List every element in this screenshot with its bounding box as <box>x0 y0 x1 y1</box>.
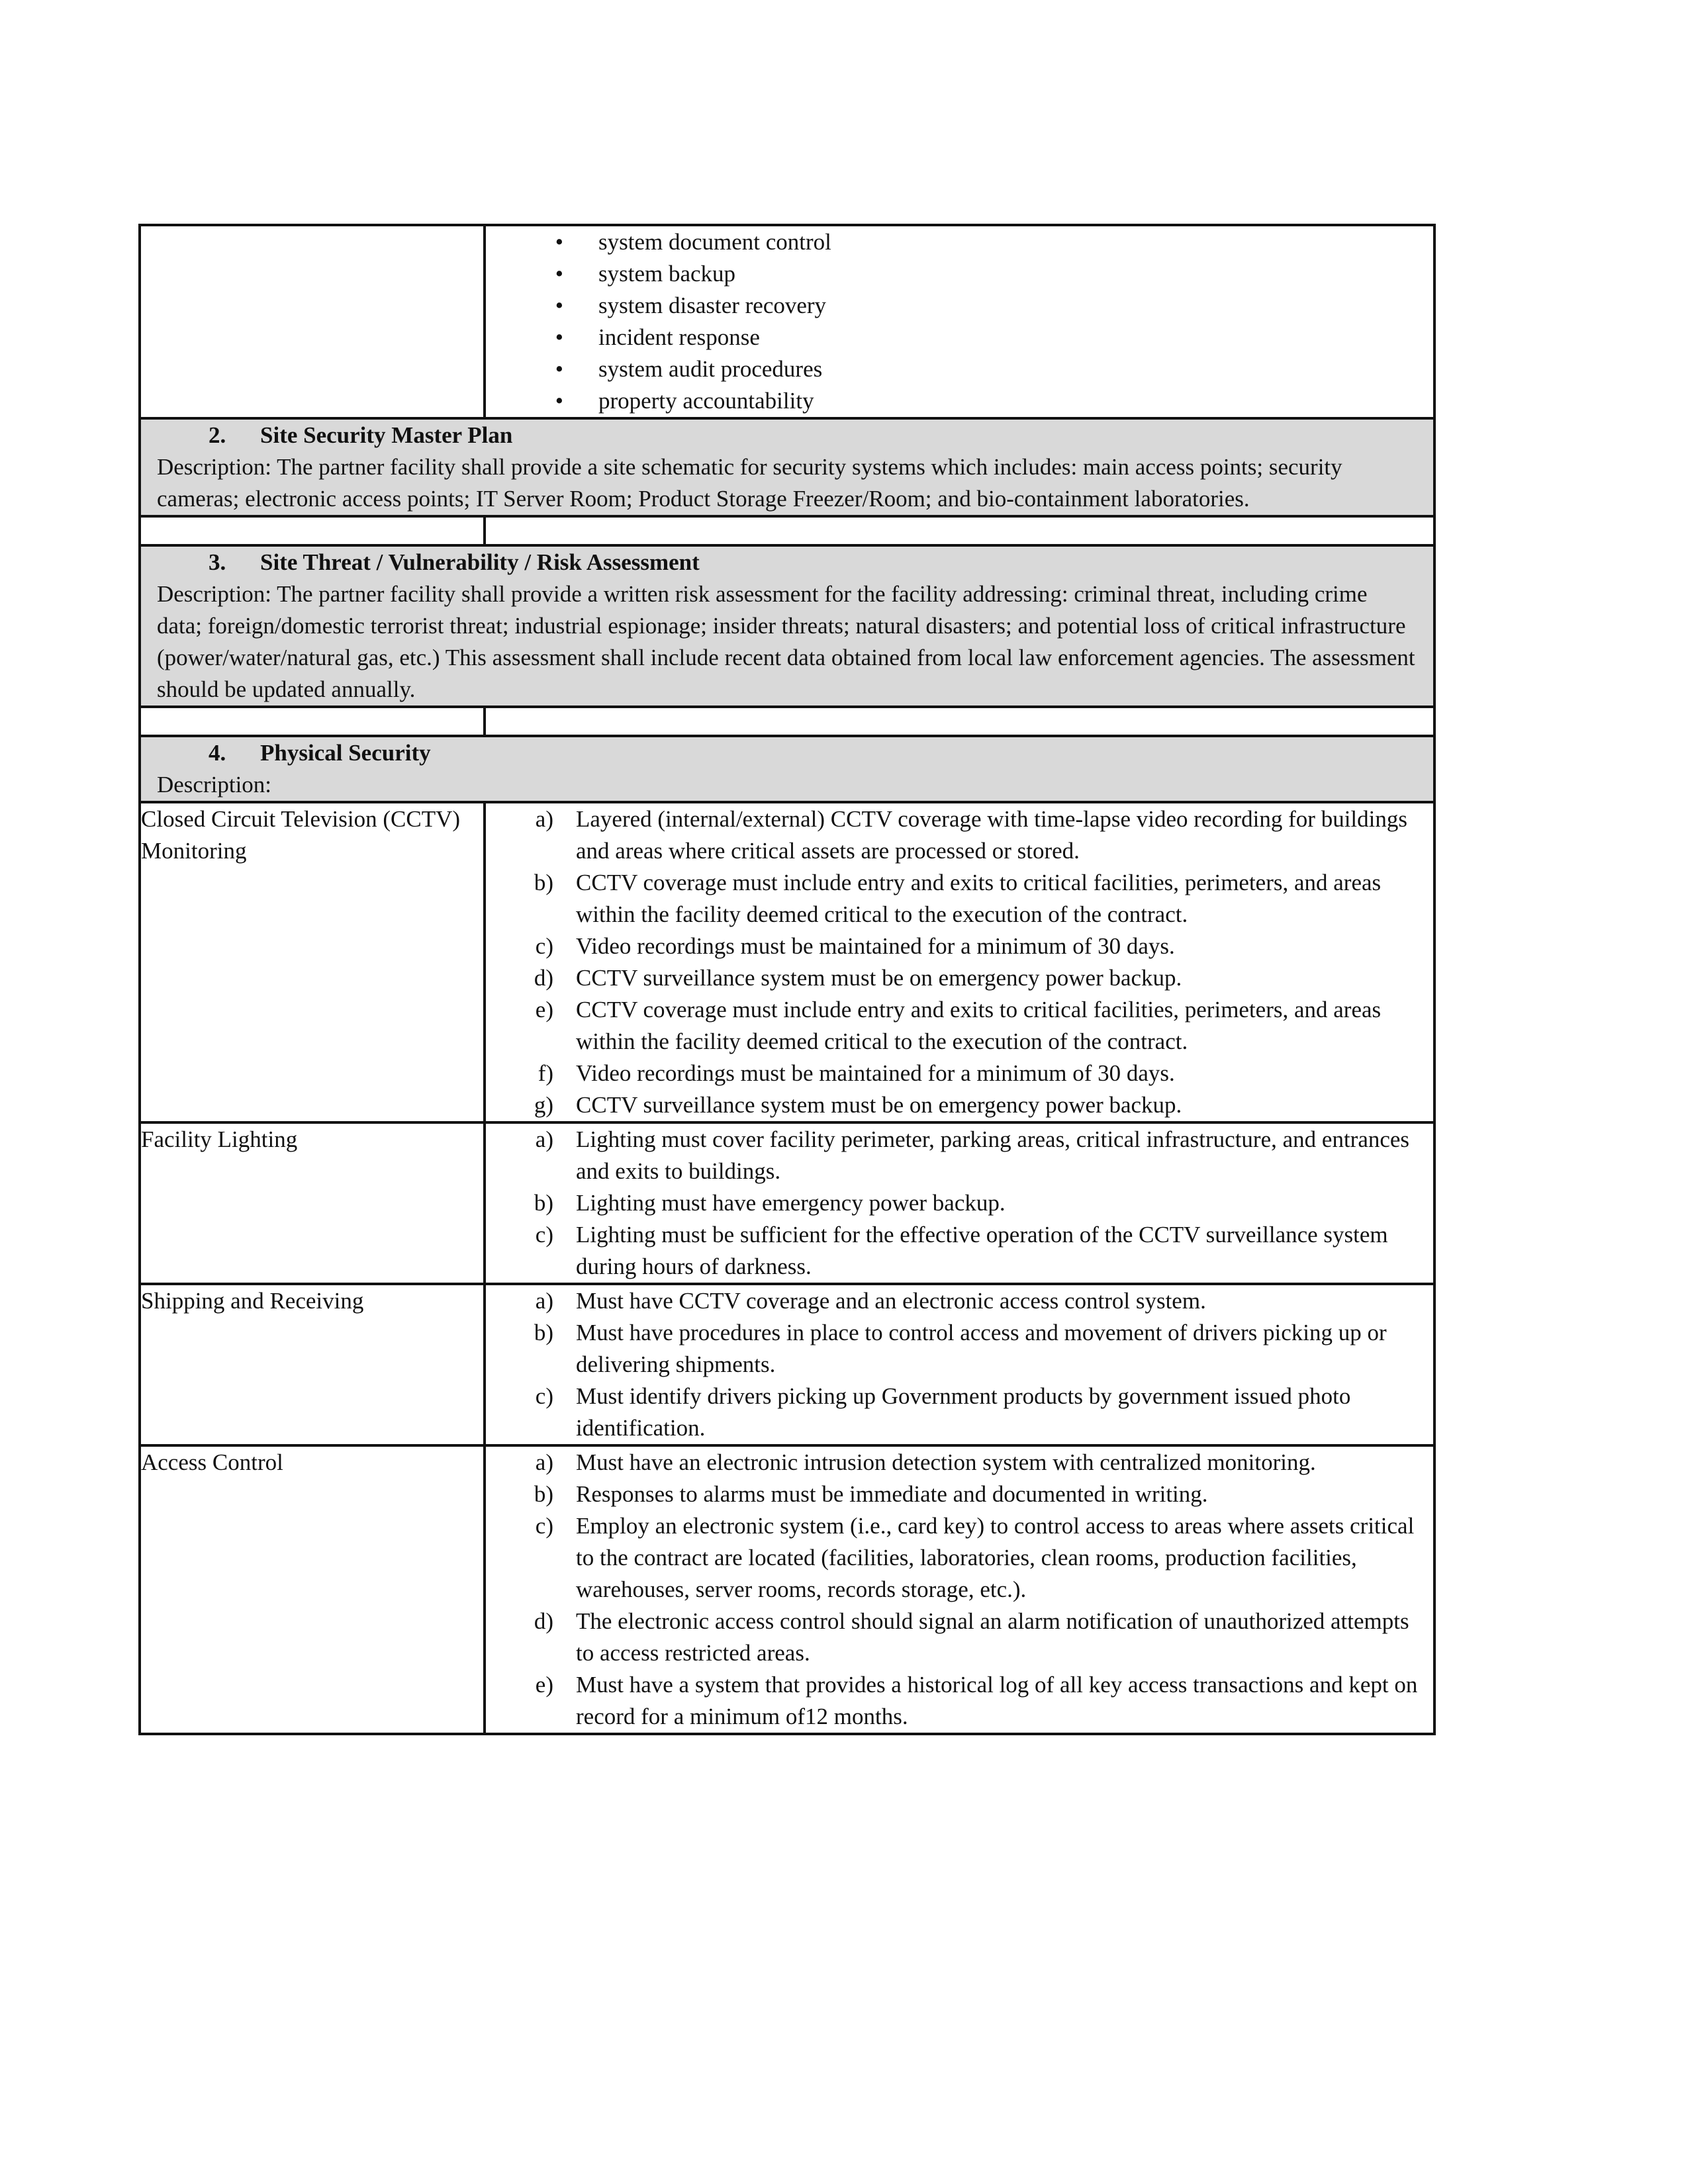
list-item: d) CCTV surveillance system must be on emergency power backup. <box>534 965 1182 991</box>
section-heading <box>157 737 1417 769</box>
requirement-list <box>486 1447 1433 1733</box>
requirement-row-facility-lighting <box>140 1122 1434 1284</box>
requirement-row-access-control <box>140 1445 1434 1734</box>
list-item: b) Must have procedures in place to control access and movement of drivers picking up or delivering shipments. <box>534 1320 1387 1377</box>
bullet-item: • incident response <box>486 322 1433 353</box>
list-item: c) Must identify drivers picking up Government products by government issued photo identification. <box>535 1383 1351 1441</box>
section-heading <box>157 420 1417 451</box>
section-site-threat-assessment <box>140 545 1434 707</box>
requirement-label: Shipping and Receiving <box>140 1284 485 1445</box>
bullet-icon: • <box>555 229 563 255</box>
empty-label-cell <box>140 225 485 418</box>
bullet-icon: • <box>555 388 563 414</box>
list-item: c) Lighting must be sufficient for the effective operation of the CCTV surveillance system during hours of darkness. <box>535 1222 1388 1279</box>
requirement-row-cctv <box>140 802 1434 1122</box>
requirement-row-shipping-receiving <box>140 1284 1434 1445</box>
requirement-label: Access Control <box>140 1445 485 1734</box>
section-title: Site Security Master Plan <box>260 422 513 448</box>
list-item: e) CCTV coverage must include entry and exits to critical facilities, perimeters, and areas within the facility deemed critical to the execution of the contract. <box>535 997 1382 1054</box>
requirement-label: Facility Lighting <box>140 1122 485 1284</box>
list-item: a) Lighting must cover facility perimeter, parking areas, critical infrastructure, and entrances and exits to buildings. <box>535 1126 1410 1184</box>
list-item: b) Lighting must have emergency power backup. <box>534 1190 1006 1216</box>
bullet-icon: • <box>555 261 563 287</box>
section-number: 3. <box>209 549 226 575</box>
requirement-list <box>486 803 1433 1121</box>
bullet-list <box>486 226 1433 417</box>
list-item: d) The electronic access control should signal an alarm notification of unauthorized attempts to access restricted areas. <box>534 1608 1409 1666</box>
continued-bullets-row <box>140 225 1434 418</box>
bullet-icon: • <box>555 324 563 350</box>
security-requirements-table <box>138 224 1436 1735</box>
section-title: Physical Security <box>260 740 431 766</box>
requirement-label: Closed Circuit Television (CCTV) Monitoring <box>140 802 485 1122</box>
list-item: b) Responses to alarms must be immediate and documented in writing. <box>534 1481 1208 1507</box>
list-item: c) Video recordings must be maintained for a minimum of 30 days. <box>535 933 1175 959</box>
list-item: b) CCTV coverage must include entry and exits to critical facilities, perimeters, and areas within the facility deemed critical to the execution of the contract. <box>534 870 1382 927</box>
bullet-item: • system backup <box>486 258 1433 290</box>
list-item: a) Must have an electronic intrusion detection system with centralized monitoring. <box>535 1449 1316 1475</box>
bullet-cell <box>485 225 1434 418</box>
section-physical-security <box>140 736 1434 802</box>
list-item: c) Employ an electronic system (i.e., card key) to control access to areas where assets critical to the contract are located (facilities, laboratories, clean rooms, production facilities, warehouses, server rooms, records storage, etc.). <box>535 1513 1415 1602</box>
section-site-security-master-plan <box>140 418 1434 516</box>
section-heading <box>157 547 1417 578</box>
blank-row <box>140 516 1434 545</box>
requirement-list <box>486 1124 1433 1283</box>
list-item: g) CCTV surveillance system must be on emergency power backup. <box>534 1092 1182 1118</box>
list-item: a) Must have CCTV coverage and an electronic access control system. <box>535 1288 1206 1314</box>
requirement-list <box>486 1285 1433 1444</box>
bullet-item: • system audit procedures <box>486 353 1433 385</box>
section-title: Site Threat / Vulnerability / Risk Assessment <box>260 549 700 575</box>
list-item: f) Video recordings must be maintained for a minimum of 30 days. <box>538 1060 1175 1086</box>
section-description: Description: The partner facility shall provide a written risk assessment for the facility addressing: criminal threat, including crime data; foreign/domestic terrorist threat; industrial espionage; insider threats; natural disasters; and potential loss of critical infrastructure (power/water/natural gas, etc.) This assessment shall include recent data obtained from local law enforcement agencies. The assessment should be updated annually. <box>157 581 1415 702</box>
list-item: e) Must have a system that provides a historical log of all key access transactions and kept on record for a minimum of12 months. <box>535 1672 1418 1729</box>
section-description: Description: The partner facility shall provide a site schematic for security systems which includes: main access points; security cameras; electronic access points; IT Server Room; Product Storage Freezer/Room; and bio-containment laboratories. <box>157 454 1342 512</box>
section-number: 2. <box>209 422 226 448</box>
bullet-icon: • <box>555 293 563 318</box>
bullet-item: • system disaster recovery <box>486 290 1433 322</box>
bullet-item: • property accountability <box>486 385 1433 417</box>
section-description: Description: <box>157 772 272 797</box>
list-item: a) Layered (internal/external) CCTV coverage with time-lapse video recording for buildings and areas where critical assets are processed or stored. <box>535 806 1408 864</box>
bullet-item: • system document control <box>486 226 1433 258</box>
blank-row <box>140 707 1434 736</box>
section-number: 4. <box>209 740 226 766</box>
bullet-icon: • <box>555 356 563 382</box>
